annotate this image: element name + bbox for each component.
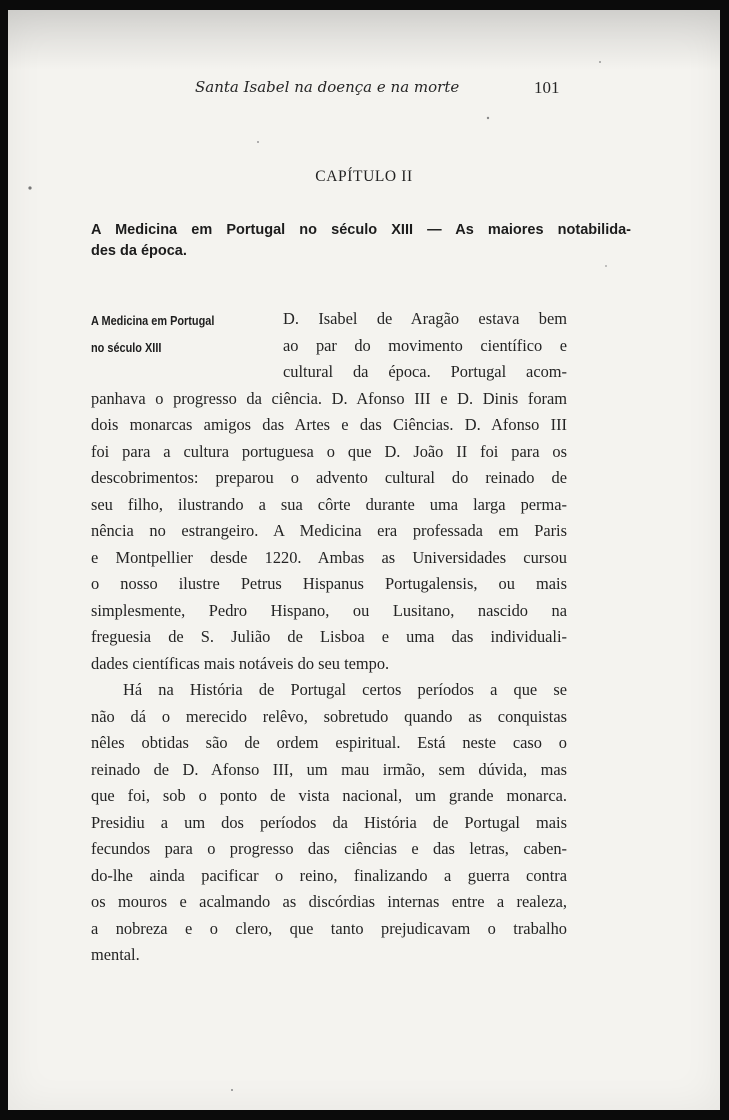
chapter-summary-line: A Medicina em Portugal no século XIII — As maiores notabilida- [91,222,631,238]
body-line: que foi, sob o ponto de vista nacional, um grande monarca. [91,786,567,805]
body-line: e Montpellier desde 1220. Ambas as Universidades cursou [91,547,567,567]
body-line: os mouros e acalmando as discórdias internas entre a realeza, [91,892,567,911]
body-text [91,306,567,969]
body-line: dois monarcas amigos das Artes e das Ciências. D. Afonso III [91,415,567,434]
side-note-line: no século XIII [91,340,162,355]
body-line: cultural da época. Portugal acom- [283,362,567,381]
body-line: mental. [91,945,140,964]
body-line: ao par do movimento científico e [283,335,567,355]
body-line: simplesmente, Pedro Hispano, ou Lusitano, nascido na [91,600,567,620]
body-line: do-lhe ainda pacificar o reino, finalizando a guerra contra [91,865,567,885]
body-line: a nobreza e o clero, que tanto prejudicavam o trabalho [91,918,567,938]
chapter-summary-line: des da época. [91,243,187,259]
body-line: não dá o merecido relêvo, sobretudo quando as conquistas [91,706,567,726]
body-line: seu filho, ilustrando a sua côrte durante uma larga perma- [91,494,567,514]
body-line: o nosso ilustre Petrus Hispanus Portugalensis, ou mais [91,574,567,593]
body-line: nêles obtidas são de ordem espiritual. Está neste caso o [91,733,567,752]
body-line: Há na História de Portugal certos períodos a que se [123,680,567,699]
body-line: dades científicas mais notáveis do seu tempo. [91,653,390,673]
running-title: Santa Isabel na doença e na morte [195,78,460,96]
chapter-summary [91,220,631,262]
side-note-line: A Medicina em Portugal [91,313,215,328]
running-header [8,78,720,104]
body-line: Presidiu a um dos períodos da História de Portugal mais [91,812,567,832]
body-line: fecundos para o progresso das ciências e das letras, caben- [91,839,567,858]
body-line: panhava o progresso da ciência. D. Afonso III e D. Dinis foram [91,388,567,408]
body-line: reinado de D. Afonso III, um mau irmão, sem dúvida, mas [91,759,567,779]
body-line: freguesia de S. Julião de Lisboa e uma das individuali- [91,627,567,646]
body-line: D. Isabel de Aragão estava bem [283,309,567,328]
chapter-heading: CAPÍTULO II [315,168,413,185]
page-number: 101 [534,78,560,97]
body-line: descobrimentos: preparou o advento cultural do reinado de [91,468,567,487]
book-page [8,10,720,1110]
body-line: nência no estrangeiro. A Medicina era professada em Paris [91,521,567,540]
body-line: foi para a cultura portuguesa o que D. João II foi para os [91,441,567,461]
